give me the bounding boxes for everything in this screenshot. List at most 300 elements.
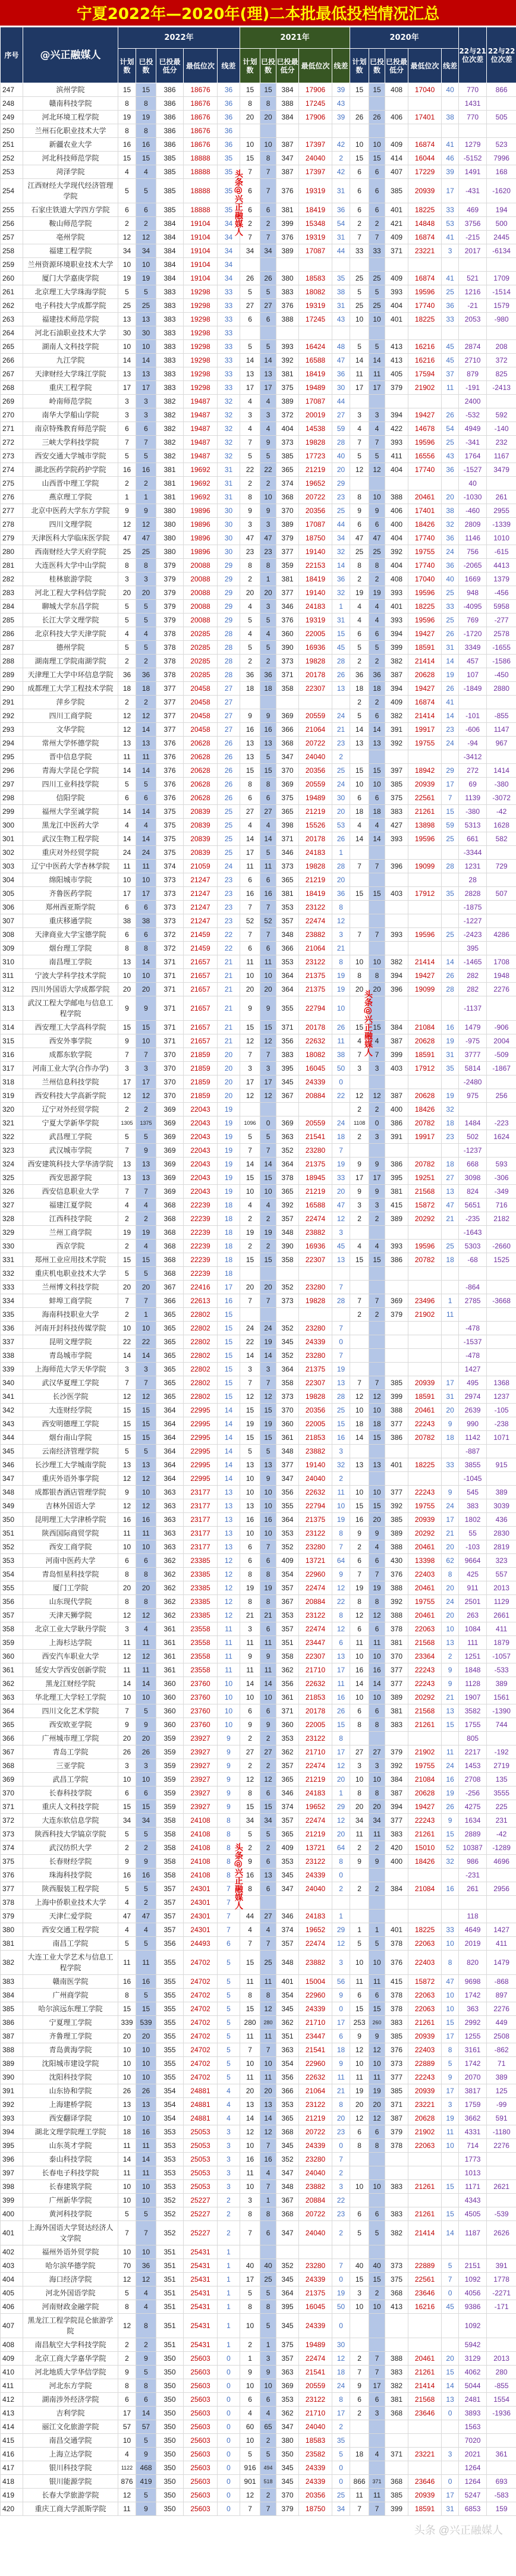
cell-plan-2021: 15 — [240, 1800, 260, 1814]
cell-rank-gap-22-20 — [487, 2338, 516, 2352]
cell-seq: 416 — [1, 2448, 23, 2461]
cell-line-diff-2021: 8 — [332, 2393, 350, 2407]
cell-line-diff-2020: 25 — [442, 614, 459, 627]
cell-min-score-2021: 365 — [276, 463, 299, 477]
header-author: @兴正融媒人 — [23, 27, 118, 83]
cell-school-name: 武昌工学院 — [23, 1773, 118, 1786]
cell-plan-2020: 12 — [350, 1390, 369, 1404]
cell-min-rank-2020: 21261 — [408, 2180, 442, 2194]
cell-seq: 253 — [1, 165, 23, 179]
cell-rank-gap-22-21: 40 — [459, 477, 487, 490]
cell-min-score-2020 — [385, 1267, 408, 1281]
cell-seq: 276 — [1, 490, 23, 504]
cell-min-score-2021 — [276, 124, 299, 138]
cell-min-score-2022: 351 — [156, 2338, 184, 2352]
cell-rank-gap-22-20 — [487, 477, 516, 490]
cell-line-diff-2022: 13 — [218, 1513, 240, 1527]
cell-min-rank-2022: 20628 — [184, 791, 218, 805]
cell-min-score-2022: 365 — [156, 1308, 184, 1322]
cell-min-rank-2022: 19298 — [184, 313, 218, 326]
cell-rank-gap-22-20: -140 — [487, 422, 516, 436]
cell-line-diff-2021: 32 — [332, 586, 350, 600]
cell-min-score-2022: 384 — [156, 258, 184, 272]
cell-plan-2021: 27 — [240, 805, 260, 819]
cell-filed-2020: 13 — [369, 1458, 385, 1472]
cell-min-score-2020: 387 — [385, 1786, 408, 1800]
cell-filed-2021: 10 — [260, 1499, 276, 1513]
cell-plan-2021: 5 — [240, 340, 260, 354]
cell-min-rank-2020: 22063 — [408, 1622, 442, 1636]
cell-min-rank-2020: 22243 — [408, 1486, 442, 1499]
cell-school-name: 江西科技学院 — [23, 1212, 118, 1226]
cell-plan-2022: 13 — [118, 955, 136, 969]
cell-rank-gap-22-21: 1431 — [459, 97, 487, 111]
cell-filed-2020: 4 — [369, 422, 385, 436]
cell-min-score-2021: 348 — [276, 928, 299, 942]
cell-rank-gap-22-20: 7996 — [487, 152, 516, 165]
cell-seq: 398 — [1, 2180, 23, 2194]
cell-min-score-2021: 369 — [276, 2379, 299, 2393]
cell-min-score-2020: 368 — [385, 2286, 408, 2300]
cell-min-score-2020: 401 — [385, 600, 408, 614]
cell-min-rank-2022: 19896 — [184, 518, 218, 531]
cell-min-score-2022: 350 — [156, 2489, 184, 2502]
cell-seq: 360 — [1, 1650, 23, 1663]
cell-seq: 370 — [1, 1786, 23, 1800]
cell-line-diff-2021: 17 — [332, 1745, 350, 1759]
cell-line-diff-2021: 12 — [332, 914, 350, 928]
cell-min-score-2022: 350 — [156, 2448, 184, 2461]
cell-line-diff-2022: 0 — [218, 2393, 240, 2407]
cell-plan-2021: 5 — [240, 1445, 260, 1458]
cell-min-rank-2020: 18225 — [408, 1923, 442, 1937]
cell-rank-gap-22-20: 1379 — [487, 573, 516, 586]
cell-rank-gap-22-21: -21 — [459, 299, 487, 313]
cell-filed-2022: 15 — [136, 1417, 156, 1431]
cell-plan-2021: 20 — [240, 2084, 260, 2098]
cell-plan-2020: 10 — [350, 1486, 369, 1499]
table-row — [1, 1718, 516, 1732]
cell-plan-2021: 9 — [240, 709, 260, 723]
cell-line-diff-2022: 31 — [218, 490, 240, 504]
cell-min-score-2022: 386 — [156, 97, 184, 111]
cell-line-diff-2020: 20 — [442, 1581, 459, 1595]
cell-line-diff-2021: 39 — [332, 83, 350, 97]
cell-filed-2021: 27 — [260, 1745, 276, 1759]
cell-plan-2022: 10 — [118, 2071, 136, 2084]
cell-rank-gap-22-21: 2070 — [459, 2071, 487, 2084]
cell-plan-2022: 11 — [118, 860, 136, 873]
table-row — [1, 2475, 516, 2489]
cell-min-score-2021: 347 — [276, 2420, 299, 2434]
cell-min-score-2021: 381 — [276, 367, 299, 381]
cell-line-diff-2021: 40 — [332, 449, 350, 463]
cell-min-rank-2021: 20178 — [299, 1021, 332, 1034]
cell-min-score-2022: 373 — [156, 873, 184, 887]
cell-seq: 355 — [1, 1581, 23, 1595]
cell-filed-2021: 5 — [260, 285, 276, 299]
cell-plan-2021: 10 — [240, 1527, 260, 1540]
cell-min-rank-2020: 16216 — [408, 2300, 442, 2314]
cell-filed-2022: 9 — [136, 1855, 156, 1869]
cell-filed-2020: 5 — [369, 285, 385, 299]
cell-min-rank-2021: 22474 — [299, 1581, 332, 1595]
cell-plan-2022: 8 — [118, 2300, 136, 2314]
cell-min-score-2022: 377 — [156, 709, 184, 723]
cell-line-diff-2022: 3 — [218, 2180, 240, 2194]
cell-rank-gap-22-20: 256 — [487, 1089, 516, 1103]
cell-seq: 312 — [1, 983, 23, 996]
cell-line-diff-2021: 20 — [332, 873, 350, 887]
cell-line-diff-2021: 1 — [332, 600, 350, 614]
cell-rank-gap-22-21: -256 — [459, 1786, 487, 1800]
cell-min-rank-2020: 22403 — [408, 1568, 442, 1581]
cell-min-score-2022: 357 — [156, 1923, 184, 1937]
cell-line-diff-2020: 10 — [442, 1622, 459, 1636]
cell-min-rank-2021 — [299, 326, 332, 340]
cell-min-rank-2020: 22063 — [408, 2139, 442, 2153]
cell-line-diff-2022: 5 — [218, 1989, 240, 2002]
cell-line-diff-2022: 11 — [218, 1636, 240, 1650]
cell-min-score-2020: 376 — [385, 1951, 408, 1975]
table-row — [1, 682, 516, 696]
cell-filed-2021: 7 — [260, 901, 276, 914]
cell-line-diff-2022: 0 — [218, 2489, 240, 2502]
cell-min-score-2021: 345 — [276, 2475, 299, 2489]
cell-rank-gap-22-21: 3855 — [459, 1458, 487, 1472]
cell-min-rank-2022: 22043 — [184, 1171, 218, 1185]
cell-min-score-2020 — [385, 873, 408, 887]
cell-line-diff-2022: 32 — [218, 436, 240, 449]
cell-min-rank-2021: 20722 — [299, 2125, 332, 2139]
cell-rank-gap-22-21: 2785 — [459, 1294, 487, 1308]
cell-school-name: 山东协和学院 — [23, 2084, 118, 2098]
cell-min-score-2021 — [276, 326, 299, 340]
cell-filed-2022: 12 — [136, 2273, 156, 2286]
cell-school-name: 银川科技学院 — [23, 2461, 118, 2475]
cell-filed-2020 — [369, 1335, 385, 1349]
cell-line-diff-2021: 19 — [332, 983, 350, 996]
cell-plan-2022: 7 — [118, 1144, 136, 1158]
cell-rank-gap-22-21: 3893 — [459, 2407, 487, 2420]
cell-filed-2021: 10 — [260, 138, 276, 152]
cell-min-rank-2020 — [408, 258, 442, 272]
cell-rank-gap-22-21: 769 — [459, 614, 487, 627]
cell-line-diff-2022: 26 — [218, 750, 240, 764]
cell-line-diff-2022: 25 — [218, 805, 240, 819]
cell-min-rank-2022: 22802 — [184, 1308, 218, 1322]
cell-min-score-2020: 404 — [385, 299, 408, 313]
cell-rank-gap-22-21: 1634 — [459, 1814, 487, 1828]
cell-plan-2021: 10 — [240, 2314, 260, 2338]
cell-min-score-2022: 368 — [156, 1212, 184, 1226]
cell-seq: 331 — [1, 1253, 23, 1267]
table-row — [1, 2084, 516, 2098]
cell-min-score-2021: 358 — [276, 1650, 299, 1663]
cell-min-rank-2020: 18225 — [408, 1458, 442, 1472]
cell-min-score-2020: 408 — [385, 83, 408, 97]
cell-min-score-2021: 376 — [276, 299, 299, 313]
cell-rank-gap-22-20: -380 — [487, 778, 516, 791]
cell-rank-gap-22-20: 232 — [487, 436, 516, 449]
cell-school-name: 长春电子科技学院 — [23, 2166, 118, 2180]
cell-plan-2021: 3 — [240, 518, 260, 531]
cell-min-score-2022: 353 — [156, 2180, 184, 2194]
cell-min-score-2020: 368 — [385, 2407, 408, 2420]
cell-filed-2022: 15 — [136, 1800, 156, 1814]
cell-rank-gap-22-21: 2974 — [459, 1390, 487, 1404]
cell-plan-2022: 2 — [118, 1308, 136, 1322]
cell-school-name: 西安外事学院 — [23, 1034, 118, 1048]
cell-filed-2020: 13 — [369, 737, 385, 750]
cell-rank-gap-22-20: -855 — [487, 2379, 516, 2393]
cell-school-name: 电子科技大学成都学院 — [23, 299, 118, 313]
cell-rank-gap-22-21: 1146 — [459, 531, 487, 545]
cell-rank-gap-22-20: 1708 — [487, 955, 516, 969]
cell-plan-2020 — [350, 2461, 369, 2475]
cell-min-score-2020: 371 — [385, 2448, 408, 2461]
cell-filed-2021: 8 — [260, 1568, 276, 1581]
cell-rank-gap-22-21: 1171 — [459, 2180, 487, 2194]
cell-min-score-2022: 350 — [156, 2393, 184, 2407]
cell-line-diff-2021: 12 — [332, 1212, 350, 1226]
cell-filed-2021: 1 — [260, 2338, 276, 2352]
cell-filed-2022: 57 — [136, 2420, 156, 2434]
cell-min-score-2021: 345 — [276, 1075, 299, 1089]
cell-plan-2021: 9 — [240, 504, 260, 518]
cell-filed-2022: 22 — [136, 1335, 156, 1349]
cell-line-diff-2022: 21 — [218, 996, 240, 1021]
cell-min-score-2021: 356 — [276, 1677, 299, 1691]
cell-min-score-2022: 386 — [156, 138, 184, 152]
cell-seq: 399 — [1, 2194, 23, 2207]
cell-plan-2022: 70 — [118, 2259, 136, 2273]
cell-rank-gap-22-21: 1084 — [459, 1622, 487, 1636]
cell-line-diff-2020: 19 — [442, 668, 459, 682]
cell-min-rank-2021: 20559 — [299, 709, 332, 723]
cell-min-score-2022: 371 — [156, 969, 184, 983]
table-row — [1, 217, 516, 231]
cell-min-rank-2021: 15004 — [299, 1975, 332, 1989]
cell-min-score-2022: 354 — [156, 2112, 184, 2125]
cell-filed-2021: 4 — [260, 422, 276, 436]
cell-line-diff-2020: 33 — [442, 600, 459, 614]
cell-line-diff-2022: 1 — [218, 2259, 240, 2273]
cell-min-rank-2021: 24183 — [299, 1786, 332, 1800]
cell-filed-2020: 11 — [369, 367, 385, 381]
cell-seq: 352 — [1, 1540, 23, 1554]
cell-line-diff-2022: 22 — [218, 928, 240, 942]
cell-rank-gap-22-21: 545 — [459, 1486, 487, 1499]
table-row — [1, 367, 516, 381]
cell-min-score-2021: 346 — [276, 846, 299, 860]
cell-min-score-2020 — [385, 1472, 408, 1486]
cell-plan-2022: 7 — [118, 2221, 136, 2245]
cell-line-diff-2021: 0 — [332, 2002, 350, 2016]
cell-min-rank-2021: 19319 — [299, 179, 332, 203]
cell-plan-2020 — [350, 1363, 369, 1376]
cell-min-score-2020: 385 — [385, 1513, 408, 1527]
cell-min-score-2021: 346 — [276, 1910, 299, 1923]
cell-filed-2020: 47 — [369, 531, 385, 545]
cell-min-score-2021: 353 — [276, 901, 299, 914]
cell-min-score-2021: 368 — [276, 2125, 299, 2139]
cell-plan-2020 — [350, 2153, 369, 2166]
cell-filed-2022: 10 — [136, 2112, 156, 2125]
cell-min-score-2021: 361 — [276, 1691, 299, 1704]
cell-line-diff-2022: 35 — [218, 165, 240, 179]
cell-filed-2021: 6 — [260, 1622, 276, 1636]
cell-filed-2021: 9 — [260, 436, 276, 449]
table-row — [1, 723, 516, 737]
table-row — [1, 436, 516, 449]
cell-line-diff-2020: 19 — [442, 1034, 459, 1048]
cell-filed-2022: 20 — [136, 1732, 156, 1745]
cell-min-score-2021: 357 — [276, 1212, 299, 1226]
cell-filed-2022: 10 — [136, 340, 156, 354]
cell-line-diff-2021: 16 — [332, 1431, 350, 1445]
cell-filed-2021: 15 — [260, 1404, 276, 1417]
cell-line-diff-2020: 14 — [442, 709, 459, 723]
cell-min-rank-2020: 16216 — [408, 340, 442, 354]
cell-plan-2021: 10 — [240, 1691, 260, 1704]
cell-seq: 356 — [1, 1595, 23, 1609]
cell-min-rank-2020: 22063 — [408, 1937, 442, 1951]
cell-school-name: 武汉华夏理工学院 — [23, 1376, 118, 1390]
cell-school-name: 沈阳科技学院 — [23, 2071, 118, 2084]
cell-plan-2020: 4 — [350, 1240, 369, 1253]
cell-min-rank-2020: 17229 — [408, 165, 442, 179]
cell-line-diff-2022: 13 — [218, 1527, 240, 1540]
cell-min-rank-2020: 21261 — [408, 2366, 442, 2379]
cell-filed-2020: 18 — [369, 1417, 385, 1431]
cell-school-name: 湖北文理学院理工学院 — [23, 2125, 118, 2139]
cell-plan-2022: 4 — [118, 1896, 136, 1910]
cell-plan-2020: 2 — [350, 2407, 369, 2420]
cell-plan-2020: 14 — [350, 832, 369, 846]
cell-plan-2020: 12 — [350, 463, 369, 477]
cell-plan-2021: 16 — [240, 2153, 260, 2166]
cell-min-score-2020: 381 — [385, 2393, 408, 2407]
table-row — [1, 1910, 516, 1923]
cell-min-rank-2020: 13398 — [408, 1554, 442, 1568]
table-row — [1, 1075, 516, 1089]
cell-line-diff-2020: 10 — [442, 2139, 459, 2153]
cell-filed-2020: 6 — [369, 2207, 385, 2221]
cell-plan-2021: 1096 — [240, 1116, 260, 1130]
cell-seq: 417 — [1, 2461, 23, 2475]
cell-min-score-2021: 356 — [276, 1486, 299, 1499]
cell-school-name: 湖南人文科技学院 — [23, 340, 118, 354]
cell-min-score-2021: 374 — [276, 1923, 299, 1937]
cell-plan-2021: 1 — [240, 2352, 260, 2366]
cell-filed-2022: 10 — [136, 2180, 156, 2194]
cell-plan-2021: 3 — [240, 408, 260, 422]
cell-rank-gap-22-20 — [487, 2245, 516, 2259]
cell-min-score-2021: 395 — [276, 2300, 299, 2314]
cell-filed-2020: 7 — [369, 436, 385, 449]
cell-plan-2021: 17 — [240, 1075, 260, 1089]
cell-filed-2020: 7 — [369, 1294, 385, 1308]
cell-school-name: 海南科技职业大学 — [23, 1308, 118, 1322]
cell-line-diff-2022: 14 — [218, 1431, 240, 1445]
cell-min-score-2021: 362 — [276, 1663, 299, 1677]
cell-plan-2020: 11 — [350, 1636, 369, 1650]
cell-line-diff-2021: 0 — [332, 2139, 350, 2153]
table-row — [1, 2043, 516, 2057]
cell-plan-2021 — [240, 124, 260, 138]
cell-filed-2022: 9 — [136, 996, 156, 1021]
cell-min-score-2021: 365 — [276, 1185, 299, 1199]
cell-min-rank-2021: 21375 — [299, 969, 332, 983]
cell-min-rank-2022: 22995 — [184, 1472, 218, 1486]
cell-seq: 357 — [1, 1609, 23, 1622]
cell-plan-2021: 8 — [240, 1595, 260, 1609]
cell-line-diff-2022: 31 — [218, 463, 240, 477]
cell-plan-2020: 7 — [350, 860, 369, 873]
cell-line-diff-2022: 32 — [218, 449, 240, 463]
cell-min-rank-2020: 20939 — [408, 2084, 442, 2098]
cell-filed-2021: 2 — [260, 1732, 276, 1745]
table-row — [1, 1034, 516, 1048]
cell-min-rank-2022: 21657 — [184, 983, 218, 996]
cell-plan-2020 — [350, 2434, 369, 2448]
cell-school-name: 西安汽车职业大学 — [23, 1650, 118, 1663]
cell-line-diff-2022: 14 — [218, 1472, 240, 1486]
cell-seq: 324 — [1, 1158, 23, 1171]
cell-seq: 316 — [1, 1048, 23, 1062]
cell-min-score-2020: 388 — [385, 1540, 408, 1554]
cell-plan-2022: 5 — [118, 449, 136, 463]
cell-filed-2021: 5 — [260, 2314, 276, 2338]
cell-filed-2020: 2 — [369, 1308, 385, 1322]
cell-filed-2022: 5 — [136, 1704, 156, 1718]
cell-rank-gap-22-20 — [487, 1445, 516, 1458]
cell-min-rank-2022: 22995 — [184, 1445, 218, 1458]
cell-min-rank-2022: 23177 — [184, 1486, 218, 1499]
cell-line-diff-2021: 10 — [332, 996, 350, 1021]
cell-filed-2022: 14 — [136, 2153, 156, 2166]
cell-min-rank-2021: 21219 — [299, 805, 332, 819]
cell-line-diff-2021: 23 — [332, 2207, 350, 2221]
cell-plan-2020: 4 — [350, 614, 369, 627]
cell-plan-2020: 11 — [350, 2489, 369, 2502]
cell-filed-2022: 5 — [136, 2207, 156, 2221]
cell-min-score-2020: 381 — [385, 1636, 408, 1650]
cell-rank-gap-22-21: 9664 — [459, 1554, 487, 1568]
cell-filed-2021: 3 — [260, 1062, 276, 1075]
cell-min-score-2022: 382 — [156, 449, 184, 463]
cell-filed-2022: 16 — [136, 463, 156, 477]
cell-line-diff-2021: 15 — [332, 1417, 350, 1431]
cell-plan-2021: 13 — [240, 737, 260, 750]
cell-min-score-2022: 360 — [156, 1677, 184, 1691]
cell-line-diff-2022: 28 — [218, 668, 240, 682]
cell-min-score-2022: 384 — [156, 244, 184, 258]
table-row — [1, 873, 516, 887]
cell-filed-2021: 15 — [260, 83, 276, 97]
cell-plan-2020: 4 — [350, 819, 369, 832]
cell-line-diff-2021: 45 — [332, 1240, 350, 1253]
cell-filed-2021: 25 — [260, 2273, 276, 2286]
cell-min-score-2020 — [385, 1732, 408, 1745]
cell-seq: 256 — [1, 217, 23, 231]
cell-min-rank-2021: 22960 — [299, 2057, 332, 2071]
cell-filed-2021: 27 — [260, 805, 276, 819]
cell-rank-gap-22-20: 1479 — [487, 1951, 516, 1975]
cell-school-name: 大连医科大学中山学院 — [23, 559, 118, 573]
cell-min-rank-2020: 22561 — [408, 2273, 442, 2286]
